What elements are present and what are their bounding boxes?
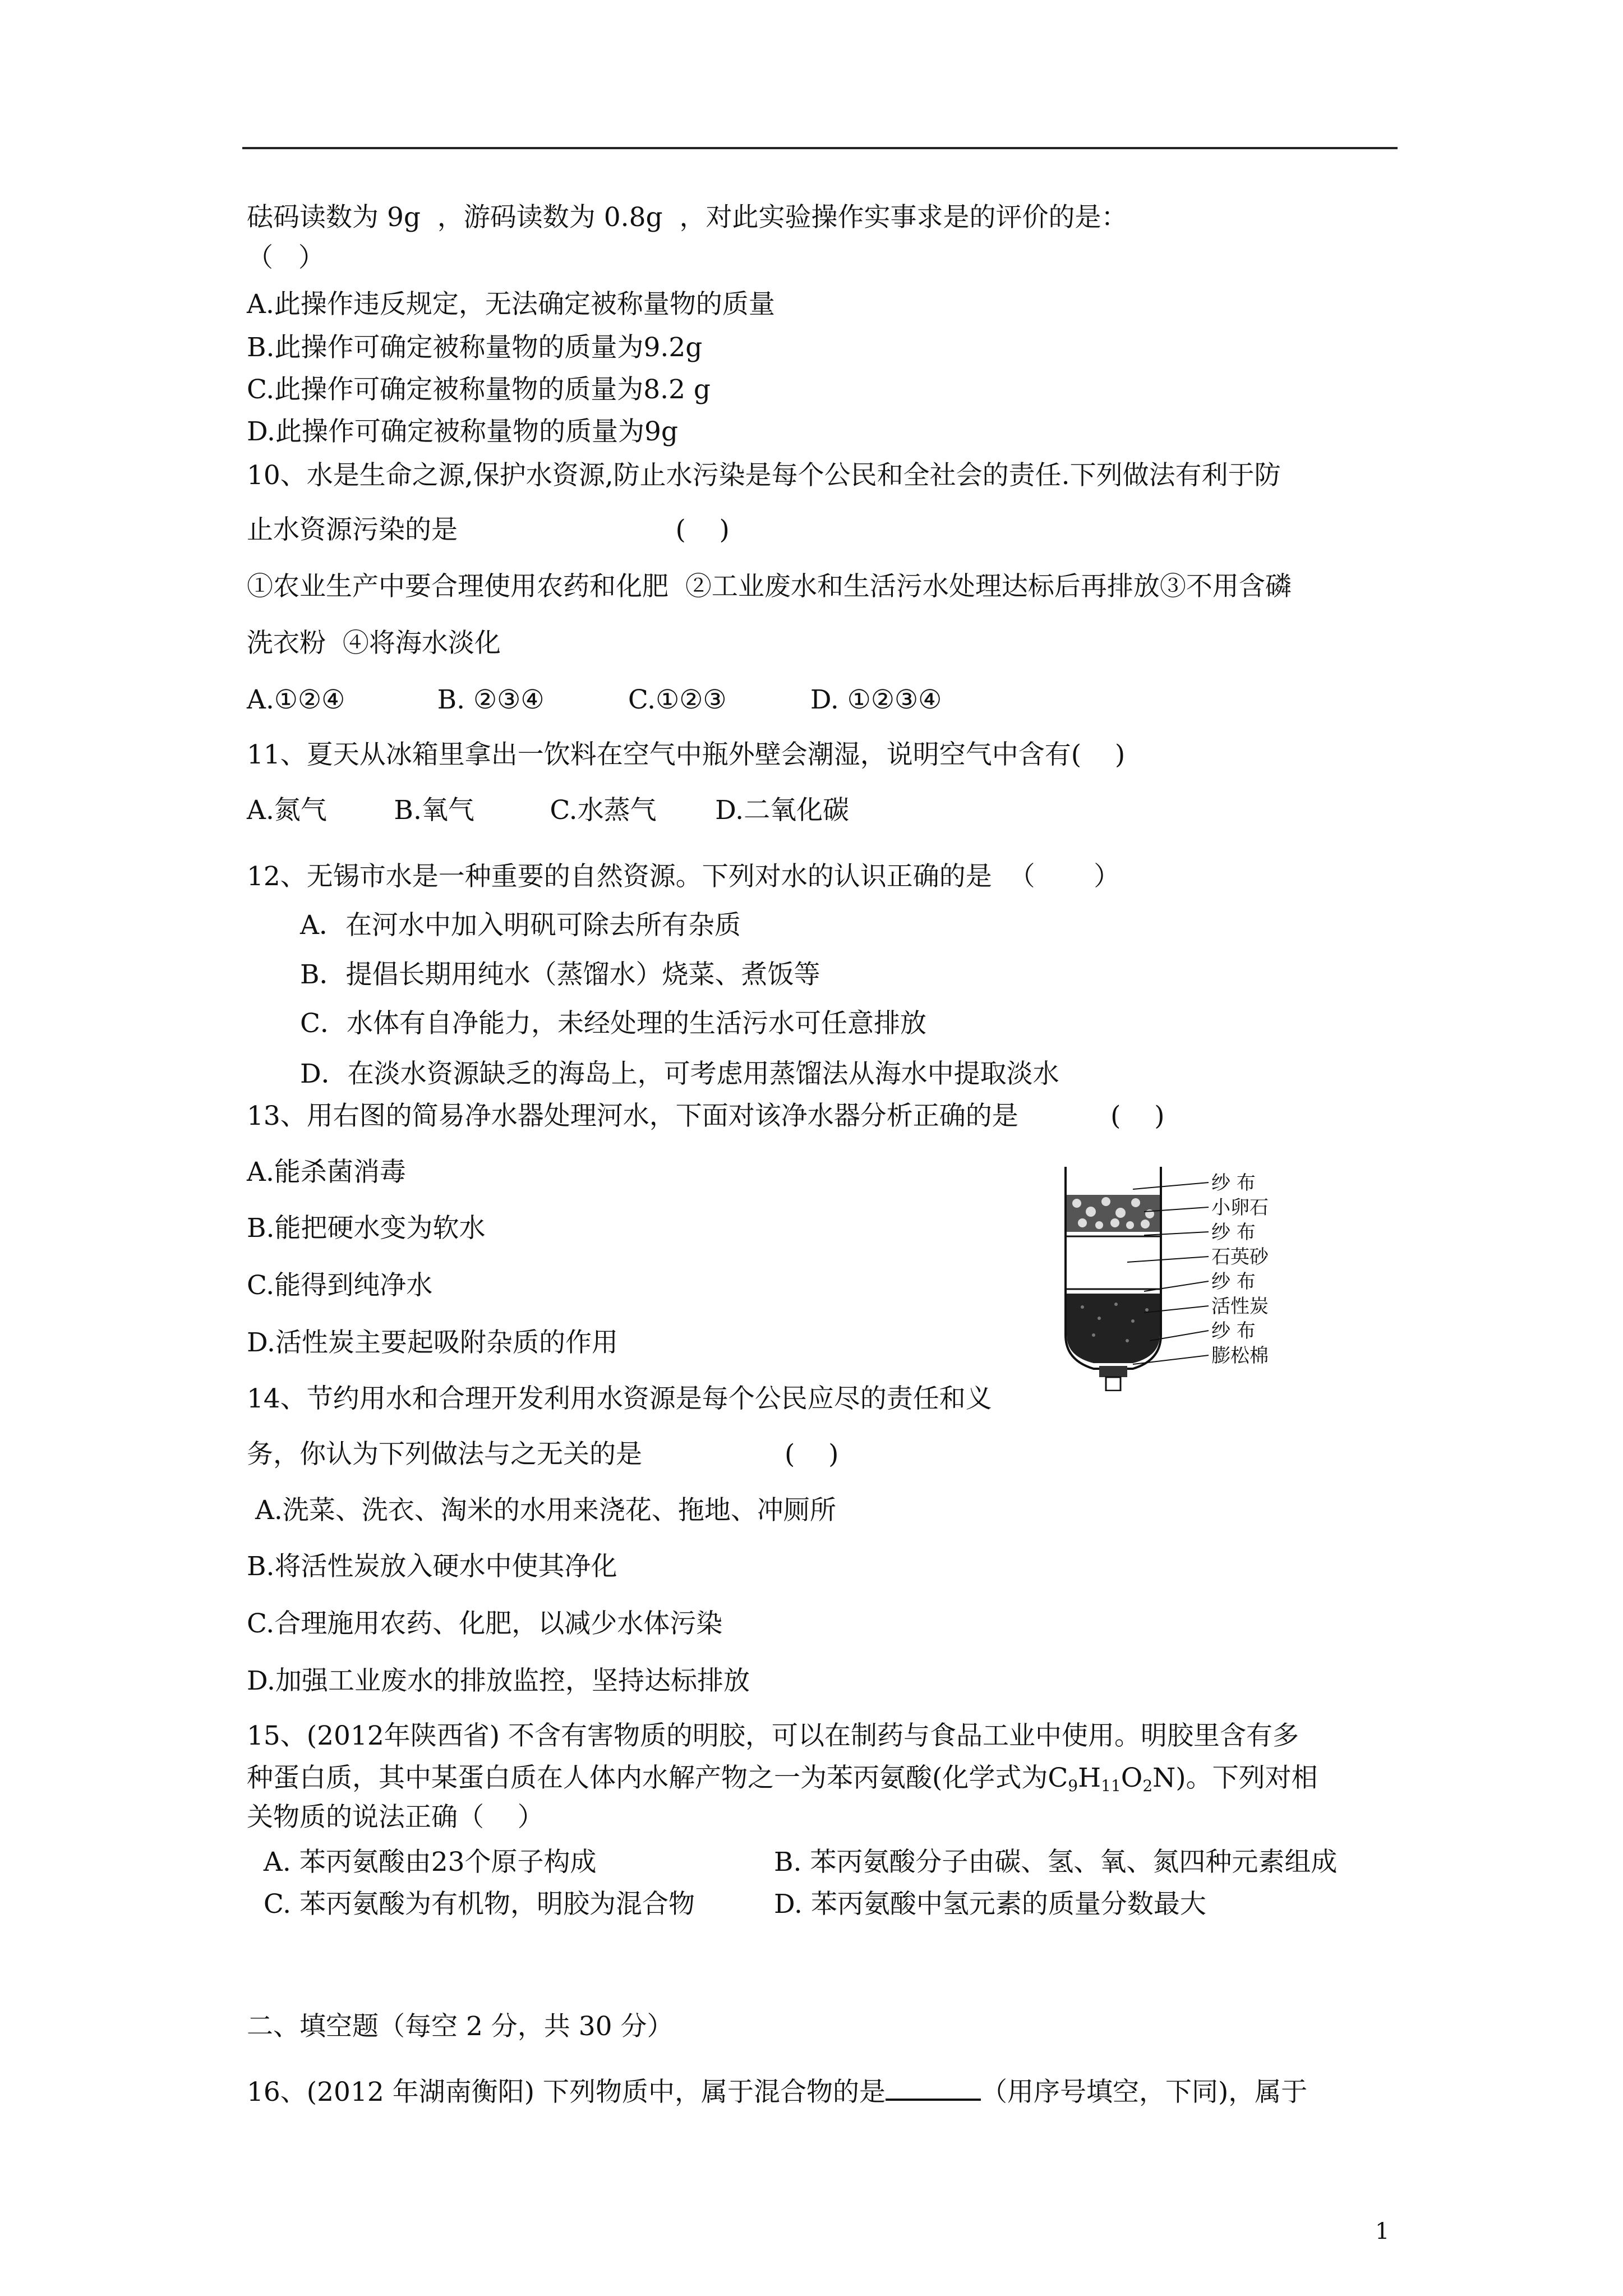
figure-label-quartz-sand: 石英砂 bbox=[1211, 1246, 1269, 1268]
q12-option-d: D．在淡水资源缺乏的海岛上，可考虑用蒸馏法从海水中提取淡水 bbox=[300, 1059, 1059, 1089]
q13-option-a: A.能杀菌消毒 bbox=[247, 1157, 406, 1188]
q10-stem: 10、水是生命之源,保护水资源,防止水污染是每个公民和全社会的责任.下列做法有利于防 bbox=[247, 460, 1281, 491]
figure-label-activated-carbon: 活性炭 bbox=[1211, 1295, 1269, 1318]
figure-label-gauze-4: 纱 布 bbox=[1211, 1320, 1256, 1342]
q13-option-b: B.能把硬水变为软水 bbox=[247, 1213, 486, 1244]
q15-h: H bbox=[1078, 1763, 1101, 1793]
figure-label-gauze-2: 纱 布 bbox=[1211, 1221, 1256, 1244]
q10-items-cont: 洗衣粉 ④将海水淡化 bbox=[247, 628, 501, 659]
q16-stem-start: 16、(2012 年湖南衡阳) 下列物质中，属于混合物的是 bbox=[247, 2077, 886, 2108]
q13-option-c: C.能得到纯净水 bbox=[247, 1270, 433, 1301]
figure-label-gauze-1: 纱 布 bbox=[1211, 1172, 1256, 1194]
q14-option-d: D.加强工业废水的排放监控，坚持达标排放 bbox=[247, 1665, 750, 1696]
q15-sub-o: 2 bbox=[1142, 1777, 1153, 1795]
q10-options: A.①②④ B. ②③④ C.①②③ D. ①②③④ bbox=[247, 684, 942, 715]
q9-option-d: D.此操作可确定被称量物的质量为9g bbox=[247, 416, 678, 447]
figure-label-pebbles: 小卵石 bbox=[1211, 1197, 1269, 1219]
q15-option-c: C. 苯丙氨酸为有机物，明胶为混合物 bbox=[247, 1889, 695, 1920]
q14-option-c: C.合理施用农药、化肥，以减少水体污染 bbox=[247, 1608, 723, 1639]
figure-label-gauze-3: 纱 布 bbox=[1211, 1271, 1256, 1293]
q12-option-c: C．水体有自净能力，未经处理的生活污水可任意排放 bbox=[300, 1008, 926, 1039]
q15-o: O bbox=[1121, 1763, 1143, 1793]
q15-stem: 15、(2012年陕西省) 不含有害物质的明胶，可以在制药与食品工业中使用。明胶里含有多 bbox=[247, 1720, 1299, 1751]
q14-stem-cont: 务，你认为下列做法与之无关的是 ( ) bbox=[247, 1439, 839, 1470]
water-filter-diagram bbox=[1060, 1167, 1307, 1391]
q15-sub-c: 9 bbox=[1068, 1777, 1078, 1795]
q10-stem-cont: 止水资源污染的是 ( ) bbox=[247, 514, 730, 545]
q9-option-a: A.此操作违反规定，无法确定被称量物的质量 bbox=[247, 289, 775, 320]
q15-option-a: A. 苯丙氨酸由23个原子构成 bbox=[247, 1847, 597, 1878]
q16-stem bbox=[247, 2074, 1307, 2109]
q10-items: ①农业生产中要合理使用农药和化肥 ②工业废水和生活污水处理达标后再排放③不用含磷 bbox=[247, 571, 1292, 602]
q16-blank-mixture[interactable] bbox=[886, 2074, 981, 2101]
q9-option-b: B.此操作可确定被称量物的质量为9.2g bbox=[247, 332, 703, 363]
q15-formula-suffix: N)。下列对相 bbox=[1152, 1763, 1318, 1793]
q14-stem: 14、节约用水和合理开发利用水资源是每个公民应尽的责任和义 bbox=[247, 1383, 992, 1414]
q9-stem-line: 砝码读数为 9g ，游码读数为 0.8g ，对此实验操作实事求是的评价的是： bbox=[247, 202, 1128, 233]
figure-label-cotton: 膨松棉 bbox=[1211, 1345, 1269, 1367]
q15-option-d: D. 苯丙氨酸中氢元素的质量分数最大 bbox=[774, 1889, 1206, 1920]
q13-stem: 13、用右图的简易净水器处理河水，下面对该净水器分析正确的是 ( ) bbox=[247, 1101, 1165, 1131]
q11-stem: 11、夏天从冰箱里拿出一饮料在空气中瓶外壁会潮湿，说明空气中含有( ) bbox=[247, 739, 1126, 770]
page-number: 1 bbox=[1375, 2219, 1390, 2244]
header-rule bbox=[242, 147, 1398, 149]
q11-options: A.氮气 B.氧气 C.水蒸气 D.二氧化碳 bbox=[247, 795, 850, 826]
q12-stem: 12、无锡市水是一种重要的自然资源。下列对水的认识正确的是 （ ） bbox=[247, 861, 1121, 892]
q14-option-b: B.将活性炭放入硬水中使其净化 bbox=[247, 1551, 617, 1582]
q15-stem-formula-line bbox=[247, 1761, 1318, 1795]
q14-option-a: A.洗菜、洗衣、淘米的水用来浇花、拖地、冲厕所 bbox=[247, 1495, 836, 1526]
q9-answer-bracket: （ ） bbox=[247, 242, 325, 273]
q15-stem-end: 关物质的说法正确（ ） bbox=[247, 1802, 544, 1833]
q13-option-d: D.活性炭主要起吸附杂质的作用 bbox=[247, 1327, 618, 1358]
q12-option-a: A．在河水中加入明矾可除去所有杂质 bbox=[300, 910, 741, 941]
q15-formula-prefix: 种蛋白质，其中某蛋白质在人体内水解产物之一为苯丙氨酸(化学式为C bbox=[247, 1763, 1068, 1793]
q12-option-b: B．提倡长期用纯水（蒸馏水）烧菜、煮饭等 bbox=[300, 959, 820, 990]
section-2-title: 二、填空题（每空 2 分，共 30 分） bbox=[247, 2011, 674, 2042]
q15-sub-h: 11 bbox=[1101, 1777, 1121, 1795]
q16-stem-end: （用序号填空，下同)，属于 bbox=[980, 2077, 1308, 2108]
q9-option-c: C.此操作可确定被称量物的质量为8.2 g bbox=[247, 374, 711, 405]
q15-option-b: B. 苯丙氨酸分子由碳、氢、氧、氮四种元素组成 bbox=[774, 1847, 1338, 1878]
